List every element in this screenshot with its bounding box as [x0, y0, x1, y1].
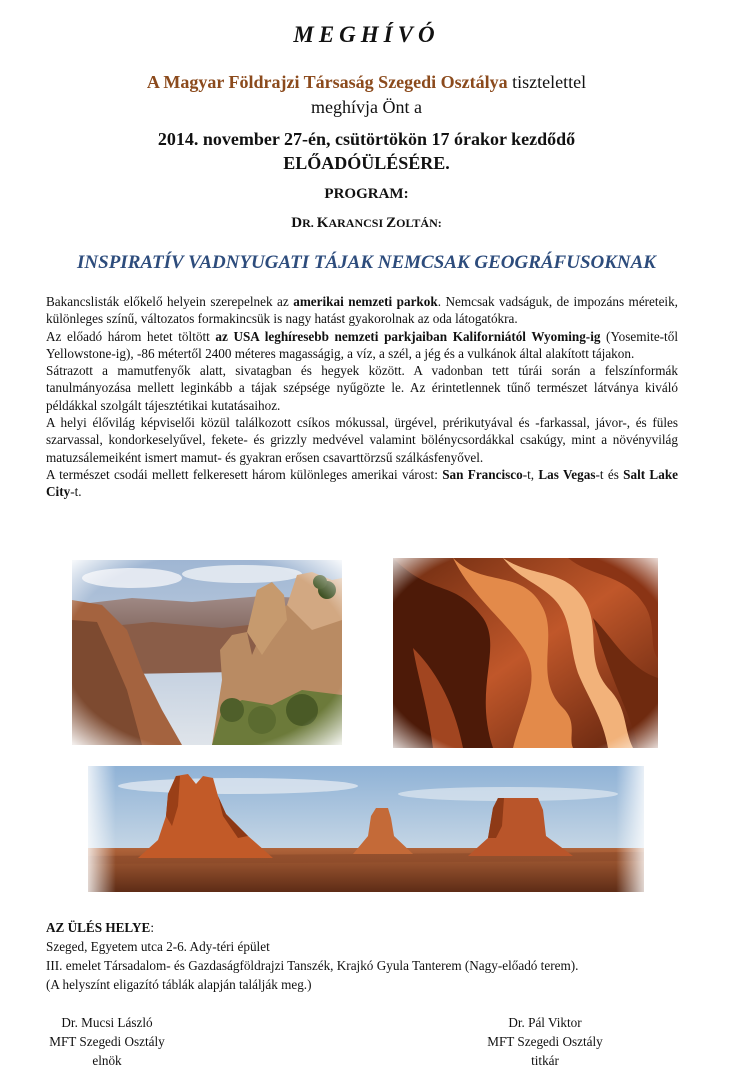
- lecture-abstract: [46, 293, 678, 501]
- invite-line-2: meghívja Önt a: [311, 97, 422, 117]
- speaker-dr-small: R.: [302, 216, 317, 230]
- program-label: PROGRAM:: [324, 186, 409, 202]
- invite-lines: [0, 70, 733, 120]
- monument-valley-photo: [88, 766, 644, 892]
- date-text: 2014. november 27-én, csütörtökön 17 órakor kezdődő: [157, 129, 576, 149]
- abstract-paragraph: A helyi élővilág képviselői közül találkozott csíkos mókussal, ürgével, prérikutyával és -farkassal, jávor-, és füles szarvassal, kondorkeselyűvel, fekete- és grizzly medvével valamint bölénycsordákkal csakúgy, mint a növényvilág matuzsálemeiként ismert mamut- és gyakran erősen csavarttörzsű szálkásfenyővel.: [46, 415, 678, 465]
- speaker-given-small: OLTÁN:: [396, 216, 442, 230]
- text-span: (Yosemite-től Yellowstone-ig), -86 métertől 2400 méteres magasságig, a víz, a szél, a jég és a vulkánok által alakított tájakon.: [46, 328, 678, 361]
- event-type: ELŐADÓÜLÉSÉRE.: [283, 153, 450, 173]
- signer-role: titkár: [531, 1053, 559, 1068]
- grand-canyon-photo: [72, 560, 342, 745]
- venue-directions: (A helyszínt eligazító táblák alapján találják meg.): [46, 977, 312, 992]
- speaker-dr-cap: D: [291, 215, 303, 231]
- city-las-vegas: Las Vegas: [538, 466, 596, 482]
- speaker-surname-cap: K: [316, 215, 329, 231]
- bold-span: amerikai nemzeti parkok: [293, 294, 438, 309]
- text-span: . Nemcsak vadságuk, de impozáns méreteik, különleges színű, változatos formakincsük is nagy hatást gyakorolnak az oda látogatókra.: [46, 294, 678, 327]
- venue-heading-colon: :: [150, 920, 154, 935]
- signer-name: Dr. Pál Viktor: [508, 1015, 582, 1030]
- organizer-name: A Magyar Földrajzi Társaság Szegedi Osztálya: [146, 72, 508, 92]
- abstract-paragraph: [46, 328, 678, 363]
- abstract-paragraph: [46, 293, 678, 328]
- signer-org: MFT Szegedi Osztály: [49, 1034, 165, 1049]
- text-span: -t és: [595, 466, 624, 482]
- lecture-title: INSPIRATÍV VADNYUGATI TÁJAK NEMCSAK GEOGRÁFUSOKNAK: [77, 252, 656, 273]
- text-span: A természet csodái mellett felkeresett három különleges amerikai várost:: [46, 466, 443, 482]
- signer-role: elnök: [92, 1053, 122, 1068]
- invite-tail: tisztelettel: [507, 72, 587, 92]
- speaker-name: [0, 215, 733, 232]
- text-span: Az előadó három hetet töltött: [46, 328, 216, 344]
- text-span: Bakancslisták előkelő helyein szerepelnek az: [46, 294, 294, 309]
- invitation-title: MEGHÍVÓ: [293, 22, 440, 47]
- grand-canyon-image: [72, 560, 342, 745]
- invite-line-1: [0, 70, 733, 95]
- abstract-paragraph: Sátrazott a mamutfenyők alatt, sivatagban és hegyek között. A vadonban tett túrái során a felszínformák tanulmányozása mellett leginkább a tájak szépsége nyűgözte le. Az érintetlennek tűnő természet látványa kiváló példákkal szolgált tájesztétikai kutatásaihoz.: [46, 363, 678, 413]
- signer-org: MFT Szegedi Osztály: [487, 1034, 603, 1049]
- antelope-canyon-image: [393, 558, 658, 748]
- speaker-surname-small: ARANCSI: [328, 216, 387, 230]
- monument-valley-image: [88, 766, 644, 892]
- venue-heading: [46, 918, 686, 937]
- antelope-canyon-photo: [393, 558, 658, 748]
- city-salt-lake-city: Salt Lake City: [46, 466, 679, 500]
- signature-president: [40, 1013, 174, 1070]
- signature-secretary: [478, 1013, 612, 1070]
- venue-address: Szeged, Egyetem utca 2-6. Ady-téri épület: [46, 939, 270, 954]
- bold-span: az USA leghíresebb nemzeti parkjaiban Kaliforniától Wyoming-ig: [215, 328, 601, 344]
- speaker-given-cap: Z: [386, 215, 397, 231]
- signer-name: Dr. Mucsi László: [61, 1015, 153, 1030]
- venue-room: III. emelet Társadalom- és Gazdaságföldrajzi Tanszék, Krajkó Gyula Tanterem (Nagy-előadó terem).: [46, 958, 579, 973]
- text-span: -t.: [70, 484, 82, 500]
- event-date: [0, 127, 733, 175]
- venue-section: [46, 918, 686, 994]
- city-san-francisco: San Francisco: [442, 466, 523, 482]
- abstract-paragraph: [46, 466, 678, 501]
- text-span: -t,: [522, 466, 539, 482]
- venue-heading-text: AZ ÜLÉS HELYE: [46, 920, 151, 935]
